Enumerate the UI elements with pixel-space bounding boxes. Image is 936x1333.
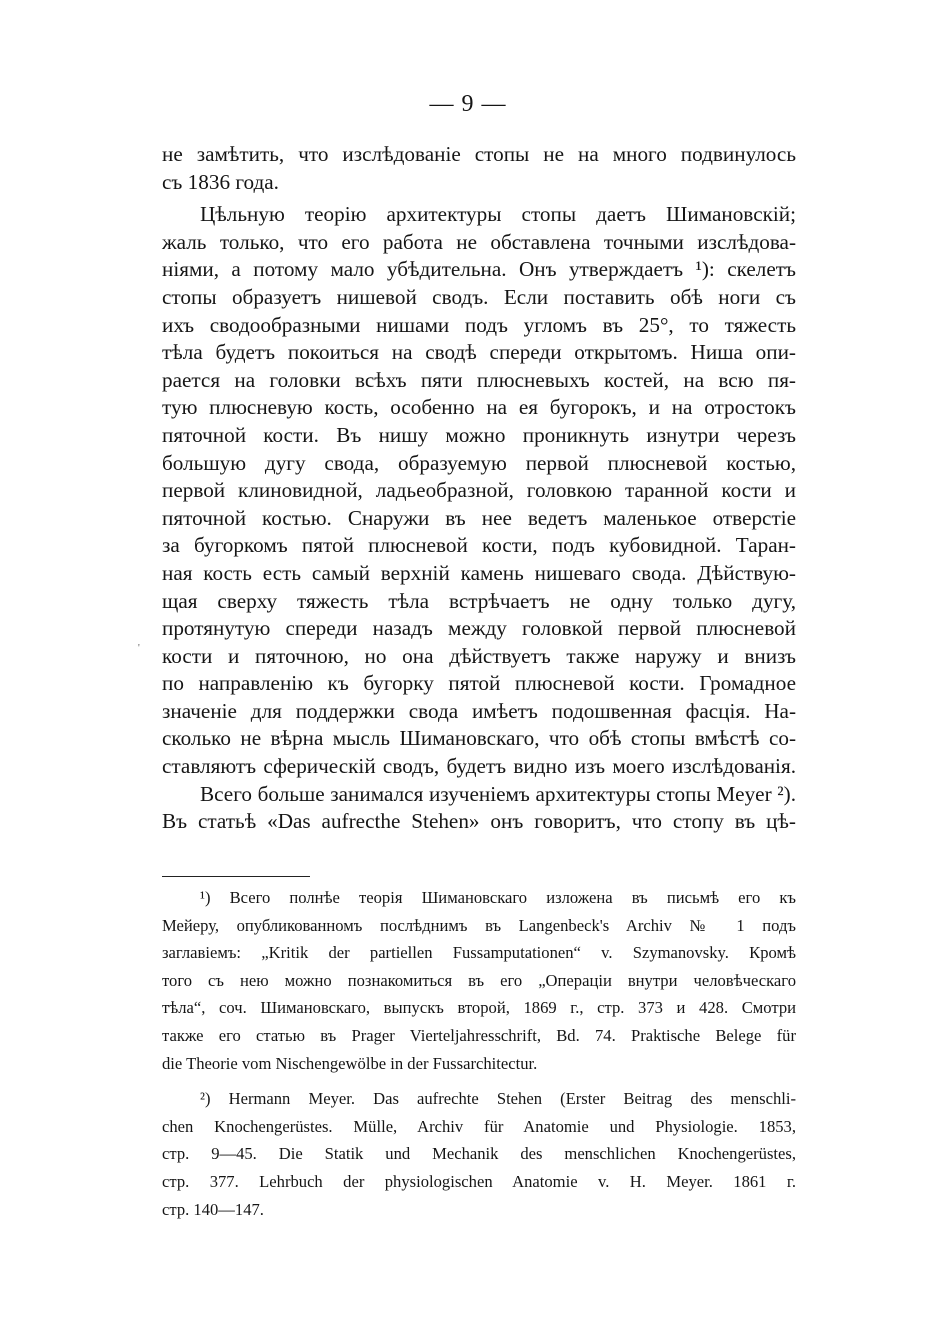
text-line: тую плюсневую кость, особенно на ея бугорокъ, и на отростокъ: [162, 395, 796, 420]
footnote-line: тѣла“, соч. Шимановскаго, выпускъ второй, 1869 г., стр. 373 и 428. Смотри: [162, 998, 796, 1018]
text-line: пяточной кости. Въ нишу можно проникнуть изнутри черезъ: [162, 422, 796, 447]
text-line: рается на головки всѣхъ пяти плюсневыхъ костей, на всю пя-: [162, 367, 796, 392]
text-line: Цѣльную теорію архитектуры стопы даетъ Шимановскій;: [200, 202, 796, 227]
footnote-line: также его статью въ Prager Vierteljahresschrift, Bd. 74. Praktische Belege für: [162, 1025, 796, 1045]
footnote-line: того съ нею можно познакомиться въ его „Операціи внутри человѣческаго: [162, 970, 796, 990]
footnote-line: стр. 9—45. Die Statik und Mechanik des menschlichen Knochengerüstes,: [162, 1144, 796, 1164]
text-line: большую дугу свода, образуемую первой плюсневой костью,: [162, 450, 796, 475]
paragraph-2: [162, 201, 796, 780]
text-line: первой клиновидной, ладьеобразной, головкою таранной кости и: [162, 478, 796, 503]
footnote-line: ²) Hermann Meyer. Das aufrechte Stehen (Erster Beitrag des menschli-: [200, 1089, 796, 1109]
text-line: ніями, а потому мало убѣдительна. Онъ утверждаетъ ¹): скелетъ: [162, 257, 796, 282]
text-line: ставляютъ сферическій сводъ, будетъ видно изъ моего изслѣдованія.: [162, 754, 796, 779]
text-line: пяточной костью. Снаружи въ нее ведетъ маленькое отверстіе: [162, 505, 796, 530]
text-line: ихъ сводообразными нишами подъ угломъ въ 25°, то тяжесть: [162, 312, 796, 337]
footnote-line: заглавіемъ: „Kritik der partiellen Fussamputationen“ v. Szymanovsky. Кромѣ: [162, 943, 796, 963]
text-line: не замѣтить, что изслѣдованіе стопы не на много подвинулось: [162, 142, 796, 166]
text-line: сколько не вѣрна мысль Шимановскаго, что обѣ стопы вмѣстѣ со-: [162, 726, 796, 751]
main-text: [162, 141, 796, 836]
text-line: стопы образуетъ нишевой сводъ. Если поставить обѣ ноги съ: [162, 284, 796, 309]
text-line: за бугоркомъ пятой плюсневой кости, подъ кубовидной. Таран-: [162, 533, 796, 558]
margin-mark: ': [138, 643, 140, 654]
footnote-line: die Theorie vom Nischengewölbe in der Fussarchitectur.: [162, 1053, 538, 1073]
paragraph-3: [162, 781, 796, 836]
footnote-1: [162, 886, 796, 1079]
footnote-line: Мейеру, опубликованномъ послѣднимъ въ Langenbeck's Archiv № 1 подъ: [162, 915, 796, 935]
footnote-line: стр. 377. Lehrbuch der physiologischen Anatomie v. H. Meyer. 1861 г.: [162, 1171, 796, 1191]
footnotes: [162, 886, 796, 1225]
paragraph-1: [162, 141, 796, 196]
footnote-2: [162, 1087, 796, 1225]
text-line: жаль только, что его работа не обставлена точными изслѣдова-: [162, 229, 796, 254]
text-line: ная кость есть самый верхній камень нишеваго свода. Дѣйствую-: [162, 560, 796, 585]
text-line: тѣла будетъ покоиться на сводѣ спереди открытомъ. Ниша опи-: [162, 340, 796, 365]
text-line: Въ статьѣ «Das aufrecthe Stehen» онъ говоритъ, что стопу въ цѣ-: [162, 809, 796, 834]
footnote-separator: [162, 876, 310, 877]
footnote-line: стр. 140—147.: [162, 1199, 264, 1219]
text-line: протянутую спереди назадъ между головкой первой плюсневой: [162, 616, 796, 641]
text-line: по направленію къ бугорку пятой плюсневой кости. Громадное: [162, 671, 796, 696]
text-line: щая сверху тяжесть тѣла встрѣчаетъ не одну только дугу,: [162, 588, 796, 613]
footnote-line: ¹) Всего полнѣе теорія Шимановскаго изложена въ письмѣ его къ: [200, 888, 796, 907]
text-line: съ 1836 года.: [162, 169, 279, 194]
text-line: Всего больше занимался изученіемъ архитектуры стопы Meyer ²).: [200, 781, 796, 806]
text-line: кости и пяточною, но она дѣйствуетъ также наружу и внизъ: [162, 643, 796, 668]
footnote-line: chen Knochengerüstes. Mülle, Archiv für Anatomie und Physiologie. 1853,: [162, 1116, 796, 1136]
page-number: — 9 —: [429, 91, 507, 117]
text-line: значеніе для поддержки свода имѣетъ подошвенная фасція. На-: [162, 698, 796, 723]
